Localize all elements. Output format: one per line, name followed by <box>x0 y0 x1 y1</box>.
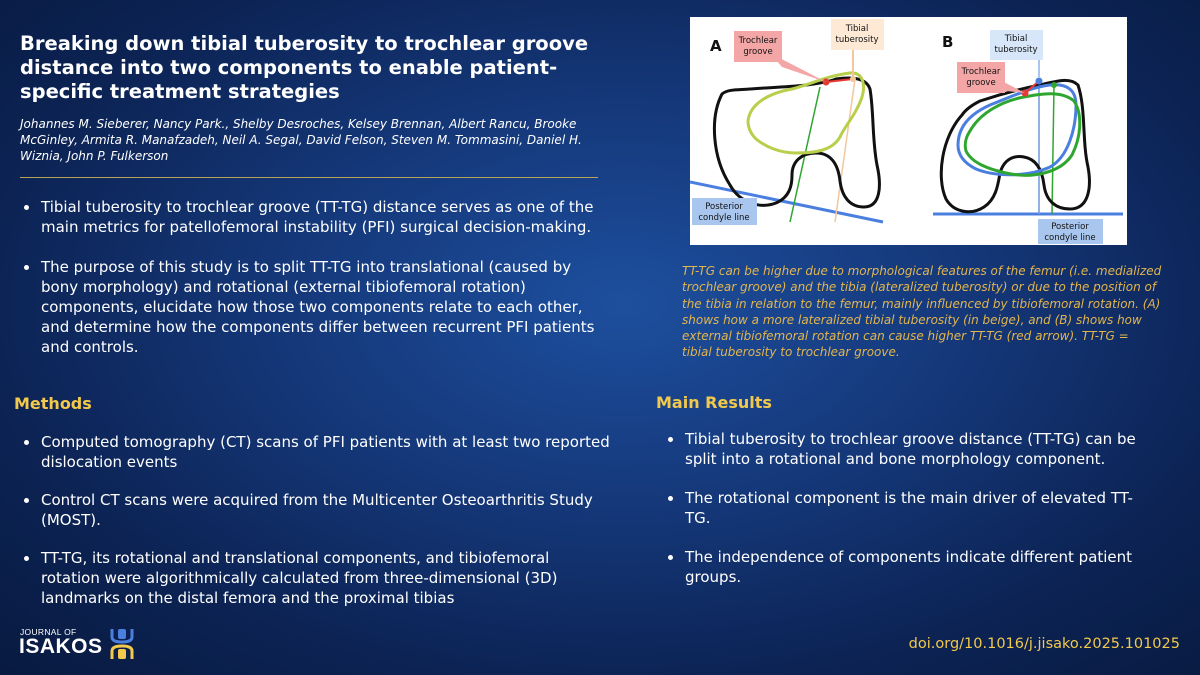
methods-bullet: Control CT scans were acquired from the Multicenter Osteoarthritis Study (MOST). <box>22 490 612 530</box>
knee-figure <box>690 17 1127 245</box>
condyle-label-a-line2: condyle line <box>698 213 750 223</box>
logo-isakos: ISAKOS <box>19 635 103 658</box>
intro-bullet: Tibial tuberosity to trochlear groove (TT-TG) distance serves as one of the main metrics for patellofemoral instability (PFI) surgical decision-making. <box>22 197 612 237</box>
methods-bullet: TT-TG, its rotational and translational components, and tibiofemoral rotation were algorithmically calculated from three-dimensional (3D) landmarks on the distal femora and the proximal tibias <box>22 548 612 608</box>
methods-heading: Methods <box>14 394 92 413</box>
condyle-label-b-line2: condyle line <box>1044 233 1096 243</box>
condyle-label-b: Posterior <box>1051 222 1089 232</box>
tibia-outline-b-green <box>965 94 1080 176</box>
knee-diagram <box>690 17 1127 245</box>
tibial-tuberosity-point-b-green <box>1051 82 1057 88</box>
results-bullet: The rotational component is the main driver of elevated TT-TG. <box>666 488 1146 528</box>
tuberosity-label-b-line2: tuberosity <box>994 45 1038 55</box>
results-bullet: The independence of components indicate different patient groups. <box>666 547 1146 587</box>
knee-joint-emblem-icon <box>106 627 138 661</box>
tuberosity-label-a: Tibial <box>845 24 869 34</box>
trochlear-label-a: Trochlear <box>738 36 778 46</box>
tt-line-b-green <box>1052 85 1054 214</box>
trochlear-label-b-line2: groove <box>966 78 996 88</box>
methods-bullet: Computed tomography (CT) scans of PFI patients with at least two reported dislocation events <box>22 432 612 472</box>
results-heading: Main Results <box>656 393 772 412</box>
journal-logo[interactable] <box>18 624 138 664</box>
figure-caption: TT-TG can be higher due to morphological features of the femur (i.e. medialized trochlear groove) and the tibia (lateralized tuberosity) or due to the position of the tibia in relation to the femur, mainly influenced by tibiofemoral rotation. (A) shows how a more lateralized tibial tuberosity (in beige), and (B) shows how external tibiofemoral rotation can cause higher TT-TG (red arrow). TT-TG = tibial tuberosity to trochlear groove. <box>682 264 1162 360</box>
panel-a-label: A <box>710 37 722 55</box>
trochlear-label-b: Trochlear <box>961 67 1001 77</box>
tt-line-a-beige <box>835 79 855 222</box>
title-divider <box>20 177 598 178</box>
author-list: Johannes M. Sieberer, Nancy Park., Shelby Desroches, Kelsey Brennan, Albert Rancu, Brooke McGinley, Armita R. Manafzadeh, Neil A. Segal, David Felson, Steven M. Tommasini, Daniel H. Wiznia, John P. Fulkerson <box>20 117 582 163</box>
intro-bullet: The purpose of this study is to split TT-TG into translational (caused by bony morphology) and rotational (external tibiofemoral rotation) components, elucidate how those two components relate to each other, and determine how the components differ between recurrent PFI patients and controls. <box>22 257 612 357</box>
tuberosity-label-b: Tibial <box>1004 34 1028 44</box>
tibial-tuberosity-point-b <box>1036 78 1043 85</box>
doi-link[interactable]: doi.org/10.1016/j.jisako.2025.101025 <box>908 636 1180 652</box>
logo-journal-of: JOURNAL OF <box>20 627 77 637</box>
results-bullet-list <box>666 429 1146 587</box>
methods-bullet-list <box>22 432 612 608</box>
condyle-label-a: Posterior <box>705 202 743 212</box>
results-bullet: Tibial tuberosity to trochlear groove distance (TT-TG) can be split into a rotational and bone morphology component. <box>666 429 1146 469</box>
trochlear-label-a-line2: groove <box>743 47 773 57</box>
tuberosity-label-a-line2: tuberosity <box>835 35 879 45</box>
poster-title: Breaking down tibial tuberosity to trochlear groove distance into two components to enable patient-specific treatment strategies <box>20 32 589 103</box>
intro-bullet-list <box>22 197 612 357</box>
panel-b-label: B <box>942 33 954 51</box>
